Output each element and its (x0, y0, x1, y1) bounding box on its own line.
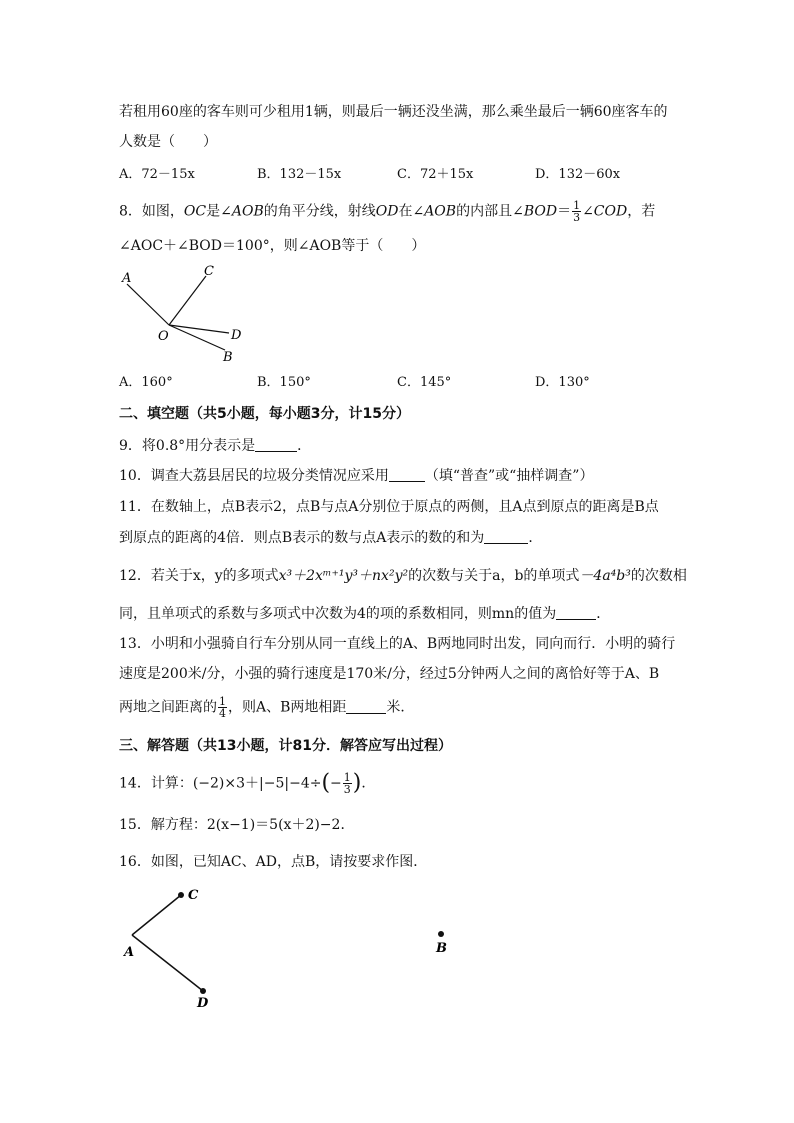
q8-bod: BOD (523, 203, 558, 220)
point-d (200, 988, 206, 994)
section-3-heading: 三、解答题（共13小题，计81分．解答应写出过程） (119, 738, 452, 754)
q14-paren-open: ( (321, 770, 331, 796)
q14-text: 14．计算：(−2)×3＋|−5|−4÷ (119, 775, 322, 792)
q13-fraction (218, 696, 227, 719)
q13-end: 米． (386, 699, 415, 716)
q8-option-b: B．150° (257, 375, 311, 390)
q8-text: 是∠ (206, 203, 232, 220)
point-b (438, 931, 444, 937)
q15: 15．解方程：2(x−1)＝5(x＋2)−2． (119, 817, 355, 833)
q7-option-a: A．72－15x (119, 167, 195, 182)
segment-ac (132, 895, 181, 935)
q7-option-c: C．72＋15x (397, 167, 474, 182)
ray-oc (169, 276, 206, 325)
label-d: D (231, 328, 242, 343)
q12-line1 (119, 566, 687, 586)
q9-end: ． (297, 438, 312, 454)
q8-od: OD (375, 203, 399, 220)
q8-text: 的角平分线，射线 (263, 203, 376, 220)
q10-answer-blank[interactable] (389, 467, 425, 482)
q8-text: ，若 (627, 203, 656, 220)
q8-figure (115, 262, 255, 367)
q7-option-d: D．132－60x (535, 167, 621, 182)
q8-frac-den: 3 (573, 211, 581, 224)
q13-frac-num: 1 (219, 695, 226, 708)
q8-fraction (572, 200, 581, 223)
q13-line3 (119, 696, 414, 719)
q12-line2 (119, 604, 610, 624)
q11-answer-blank[interactable] (484, 529, 528, 544)
q9 (119, 436, 311, 456)
q14-fraction (343, 772, 352, 795)
q11-end: ． (528, 530, 543, 546)
q7-line2: 人数是（ ） (119, 134, 217, 150)
q8-eq: ＝ (557, 203, 572, 220)
q13-text: 两地之间距离的 (119, 699, 217, 716)
q7-option-b: B．132－15x (257, 167, 342, 182)
q8-oc: OC (183, 203, 207, 220)
q14-minus: − (330, 775, 342, 792)
q8-line1 (119, 200, 655, 223)
q8-option-d: D．130° (535, 375, 590, 390)
q14-end: ． (361, 775, 376, 792)
q13-frac-den: 4 (219, 707, 226, 720)
label-a: A (124, 945, 135, 960)
q14-paren-close: ) (352, 770, 362, 796)
label-a: A (122, 271, 132, 286)
q9-answer-blank[interactable] (255, 437, 297, 452)
q9-text: 9．将0.8°用分表示是 (119, 438, 256, 454)
q8-text: 在∠ (398, 203, 425, 220)
q12-polynomial: x³＋2xᵐ⁺¹y³＋nx²y² (278, 568, 409, 584)
q12-monomial: －4a⁴b³ (579, 568, 631, 584)
q10 (119, 466, 593, 486)
q11-line2 (119, 528, 542, 548)
q16: 16．如图，已知AC、AD，点B，请按要求作图． (119, 854, 428, 870)
section-2-heading: 二、填空题（共5小题，每小题3分，计15分） (119, 406, 410, 422)
q8-text: 的内部且∠ (456, 203, 524, 220)
q16-figure (115, 880, 475, 1015)
q8-text: 8．如图， (119, 203, 184, 220)
q8-aob: AOB (424, 203, 457, 220)
q8-option-a: A．160° (119, 375, 173, 390)
q8-angle: ∠ (582, 203, 594, 220)
q10-text: 10．调查大荔县居民的垃圾分类情况应采用 (119, 468, 389, 484)
q8-option-c: C．145° (397, 375, 452, 390)
q13-answer-blank[interactable] (346, 699, 386, 714)
label-c: C (204, 264, 214, 279)
q8-cod: COD (593, 203, 628, 220)
label-o: O (158, 329, 169, 344)
q14-frac-num: 1 (343, 771, 351, 784)
label-b: B (223, 350, 233, 365)
q14 (119, 772, 375, 795)
label-c: C (188, 888, 199, 903)
q13-line1: 13．小明和小强骑自行车分别从同一直线上的A、B两地同时出发，同向而行．小明的骑行 (119, 636, 676, 652)
q12-end: ． (596, 606, 611, 622)
q8-line2: ∠AOC＋∠BOD＝100°，则∠AOB等于（ ） (119, 238, 426, 254)
q11-line1: 11．在数轴上，点B表示2，点B与点A分别位于原点的两侧，且A点到原点的距离是B点 (119, 499, 659, 515)
q12-answer-blank[interactable] (556, 605, 596, 620)
q12-text: 同，且单项式的系数与多项式中次数为4的项的系数相同，则mn的值为 (119, 606, 557, 622)
q13-text: ，则A、B两地相距 (228, 699, 347, 716)
q12-text: 12．若关于x，y的多项式 (119, 568, 279, 584)
q13-line2: 速度是200米/分，小强的骑行速度是170米/分，经过5分钟两人之间的离恰好等于A、B (119, 666, 660, 682)
q8-aob: AOB (231, 203, 264, 220)
q7-line1: 若租用60座的客车则可少租用1辆，则最后一辆还没坐满，那么乘坐最后一辆60座客车的 (119, 104, 668, 120)
q10-end: （填“普查”或“抽样调查”） (424, 468, 594, 484)
q12-text: 的次数相 (630, 568, 687, 584)
q8-frac-num: 1 (573, 199, 581, 212)
segment-ad (132, 935, 203, 991)
point-c (178, 892, 184, 898)
q12-text: 的次数与关于a，b的单项式 (408, 568, 580, 584)
label-b: B (436, 941, 447, 956)
ray-oa (127, 284, 169, 325)
q14-frac-den: 3 (343, 783, 351, 796)
label-d: D (197, 996, 209, 1011)
q11-text: 到原点的距离的4倍．则点B表示的数与点A表示的数的和为 (119, 530, 485, 546)
